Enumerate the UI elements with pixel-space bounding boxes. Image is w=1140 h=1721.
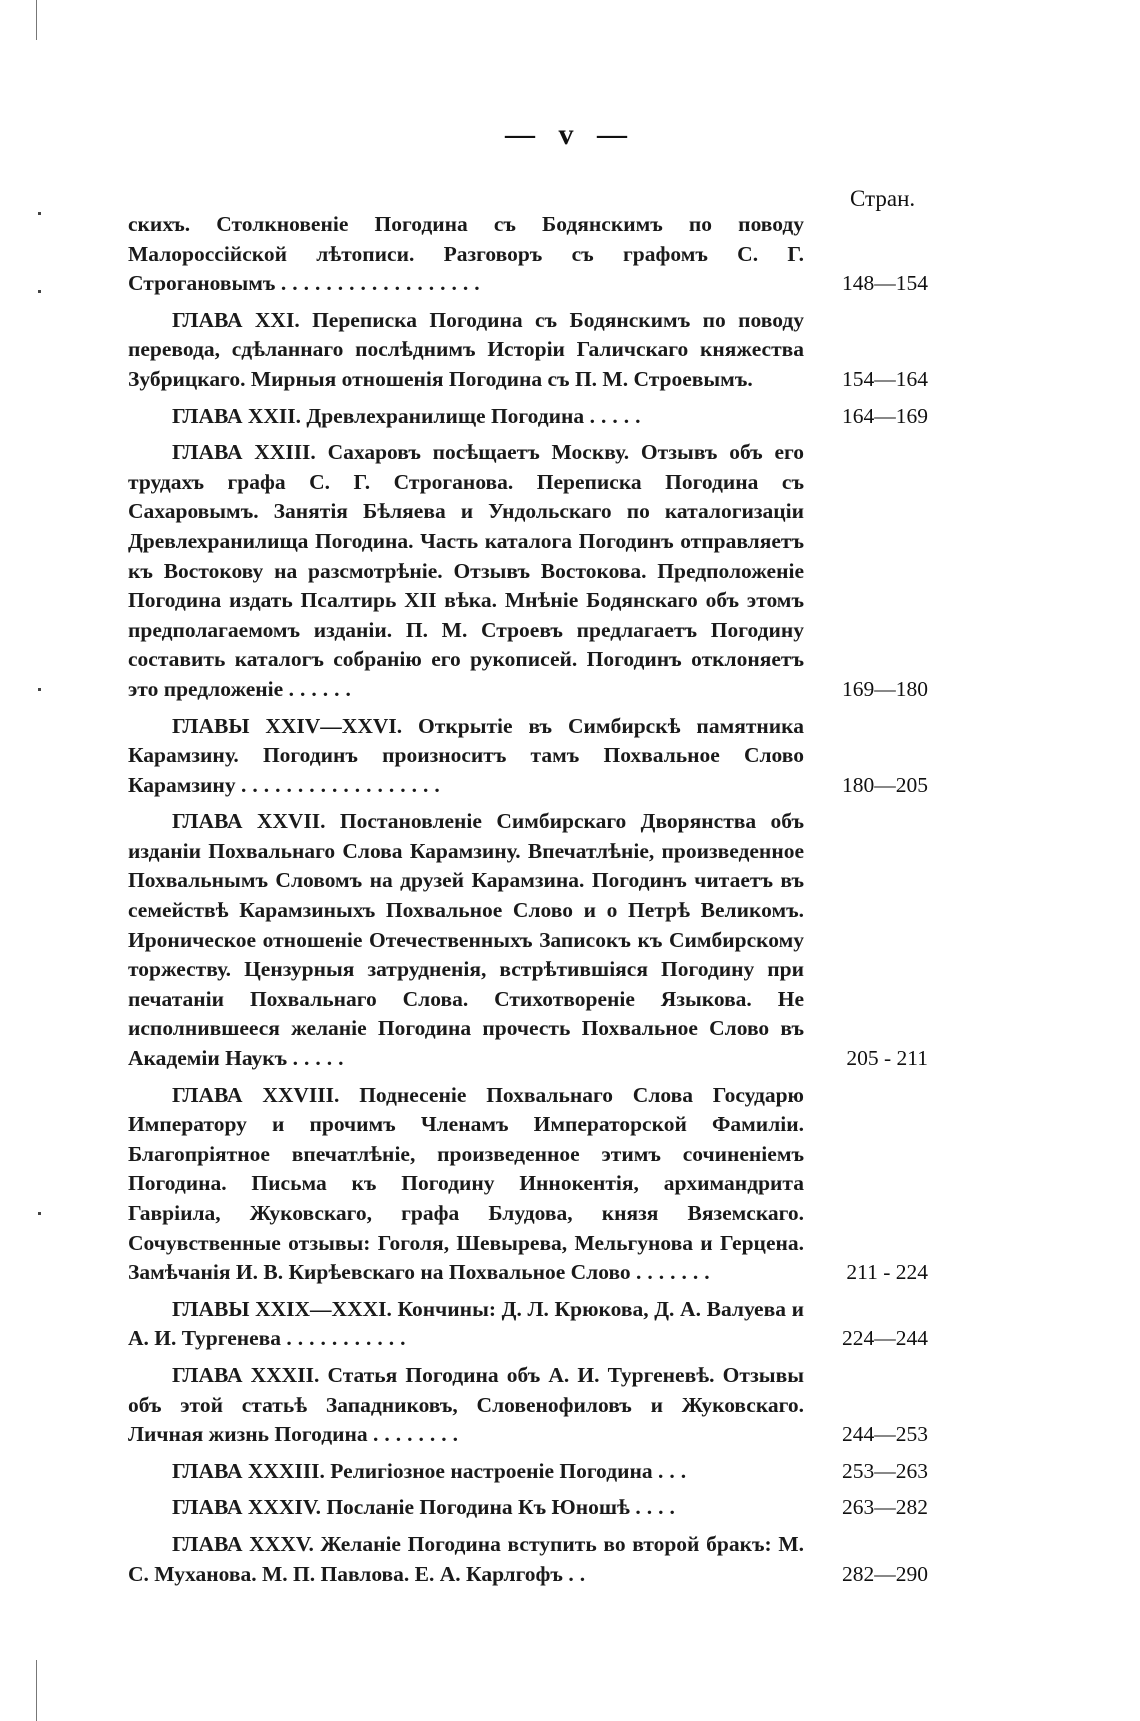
toc-entry-pages: 205 - 211 bbox=[846, 1046, 928, 1071]
toc-entry-pages: 164—169 bbox=[842, 403, 928, 428]
pages-column-label: Стран. bbox=[850, 186, 916, 211]
toc-entry-title: ГЛАВА XXVII. Постановленіе Симбирскаго Дворянства объ изданіи Похвальнаго Слова Карамзину. Впечатлѣніе, произведенное Похвальнымъ Словомъ на друзей Карамзина. Погодинъ читаетъ въ семействѣ Карамзиныхъ Похвальное Слово и о Петрѣ Великомъ. Ироническое отношеніе Отечественныхъ Записокъ къ Симбирскому торжеству. Цензурныя затрудненія, встрѣтившіяся Погодину при печатаніи Похвальнаго Слова. Стихотвореніе Языкова. Не исполнившееся желаніе Погодина прочесть Похвальное Слово въ Академіи Наукъ bbox=[128, 809, 804, 1071]
toc-entry-title: ГЛАВЫ XXIX—XXXI. Кончины: Д. Л. Крюкова, Д. А. Валуева и А. И. Тургенева bbox=[128, 1296, 804, 1351]
toc-entry-text bbox=[128, 1295, 804, 1354]
toc-entry bbox=[128, 1530, 928, 1589]
margin-mark bbox=[38, 688, 41, 691]
toc-entry-text bbox=[128, 712, 804, 801]
dot-leader: .................. bbox=[240, 772, 446, 797]
toc-entry-text bbox=[128, 1081, 804, 1288]
toc-entry-text bbox=[128, 210, 804, 299]
toc-entry-pages: 263—282 bbox=[842, 1495, 928, 1520]
toc-entry-pages: 154—164 bbox=[842, 366, 928, 391]
toc-entry-title: ГЛАВА XXXII. Статья Погодина объ А. И. Тургеневѣ. Отзывы объ этой статьѣ Западниковъ, Словенофиловъ и Жуковскаго. Личная жизнь Погодина bbox=[128, 1362, 804, 1447]
toc-entry-pages: 169—180 bbox=[842, 676, 928, 701]
toc-entry-pages: 148—154 bbox=[842, 271, 928, 296]
toc-entry bbox=[128, 210, 928, 299]
toc-entry-text bbox=[128, 402, 804, 432]
margin-mark bbox=[38, 290, 41, 293]
margin-mark bbox=[38, 212, 41, 215]
toc-entry-title: ГЛАВА XXI. Переписка Погодина съ Бодянскимъ по поводу перевода, сдѣланнаго послѣднимъ Исторіи Галичскаго княжества Зубрицкаго. Мирныя отношенія Погодина съ П. М. Строевымъ. bbox=[128, 307, 804, 391]
toc-entry bbox=[128, 1295, 928, 1354]
toc-entry bbox=[128, 402, 928, 432]
dot-leader: .. bbox=[568, 1561, 592, 1586]
toc-entry bbox=[128, 1493, 928, 1523]
toc-entry-title: ГЛАВА XXIII. Сахаровъ посѣщаетъ Москву. Отзывъ объ его трудахъ графа С. Г. Строганова. Переписка Погодина съ Сахаровымъ. Занятія Бѣляева и Ундольскаго по каталогизаціи Древлехранилища Погодина. Часть каталога Погодинъ отправляетъ къ Востокову на разсмотрѣніе. Отзывъ Востокова. Предположеніе Погодина издать Псалтирь XII вѣка. Мнѣніе Бодянскаго объ этомъ предполагаемомъ изданіи. П. М. Строевъ предлагаетъ Погодину составить каталогъ собранію его рукописей. Погодинъ отклоняетъ это предложеніе bbox=[128, 440, 804, 701]
table-of-contents bbox=[128, 210, 928, 1596]
toc-entry-title: ГЛАВА XXXV. Желаніе Погодина вступить во второй бракъ: М. С. Муханова. М. П. Павлова. Е. А. Карлгофъ bbox=[128, 1531, 804, 1586]
page-number: — v — bbox=[505, 118, 635, 151]
page-edge-line-bottom bbox=[36, 1660, 37, 1721]
toc-entry-title: ГЛАВА XXVIII. Поднесеніе Похвальнаго Слова Государю Императору и прочимъ Членамъ Императорской Фамиліи. Благопріятное впечатлѣніе, произведенное этимъ сочиненіемъ Погодина. Письма къ Погодину Иннокентія, архимандрита Гавріила, Жуковскаго, графа Блудова, князя Вяземскаго. Сочувственные отзывы: Гоголя, Шевырева, Мельгунова и Герцена. Замѣчанія И. В. Кирѣевскаго на Похвальное Слово bbox=[128, 1082, 804, 1285]
toc-entry bbox=[128, 1361, 928, 1450]
toc-entry-title: скихъ. Столкновеніе Погодина съ Бодянскимъ по поводу Малороссійской лѣтописи. Разговоръ съ графомъ С. Г. Строгановымъ bbox=[128, 212, 804, 296]
toc-entry-text bbox=[128, 1457, 804, 1487]
dot-leader: ..... bbox=[589, 403, 647, 428]
toc-entry-text bbox=[128, 306, 804, 395]
dot-leader: ........ bbox=[373, 1422, 465, 1447]
toc-entry-text bbox=[128, 807, 804, 1073]
toc-entry-pages: 253—263 bbox=[842, 1458, 928, 1483]
toc-entry bbox=[128, 807, 928, 1073]
margin-mark bbox=[38, 1212, 41, 1215]
toc-entry-pages: 282—290 bbox=[842, 1561, 928, 1586]
dot-leader: ... bbox=[657, 1458, 693, 1483]
dot-leader: ...... bbox=[288, 676, 357, 701]
toc-entry-pages: 180—205 bbox=[842, 772, 928, 797]
dot-leader: ........... bbox=[286, 1326, 412, 1351]
toc-entry-text bbox=[128, 438, 804, 704]
dot-leader: ....... bbox=[636, 1260, 716, 1285]
toc-entry bbox=[128, 712, 928, 801]
toc-entry-title: ГЛАВЫ XXIV—XXVI. Открытіе въ Симбирскѣ памятника Карамзину. Погодинъ произноситъ тамъ Похвальное Слово Карамзину bbox=[128, 713, 804, 797]
toc-entry-pages: 224—244 bbox=[842, 1326, 928, 1351]
toc-entry bbox=[128, 438, 928, 704]
toc-entry-title: ГЛАВА XXXIV. Посланіе Погодина Къ Юношѣ bbox=[172, 1495, 630, 1520]
dot-leader: ..... bbox=[292, 1046, 350, 1071]
toc-entry-title: ГЛАВА XXII. Древлехранилище Погодина bbox=[172, 403, 585, 428]
toc-entry-pages: 211 - 224 bbox=[846, 1260, 928, 1285]
toc-entry-pages: 244—253 bbox=[842, 1422, 928, 1447]
toc-entry-title: ГЛАВА XXXIII. Религіозное настроеніе Погодина bbox=[172, 1458, 653, 1483]
page-edge-line bbox=[36, 0, 37, 40]
toc-entry bbox=[128, 1081, 928, 1288]
dot-leader: .................. bbox=[280, 271, 486, 296]
toc-entry bbox=[128, 306, 928, 395]
dot-leader: .... bbox=[635, 1495, 681, 1520]
toc-entry-text bbox=[128, 1361, 804, 1450]
toc-entry-text bbox=[128, 1493, 804, 1523]
toc-entry-text bbox=[128, 1530, 804, 1589]
toc-entry bbox=[128, 1457, 928, 1487]
